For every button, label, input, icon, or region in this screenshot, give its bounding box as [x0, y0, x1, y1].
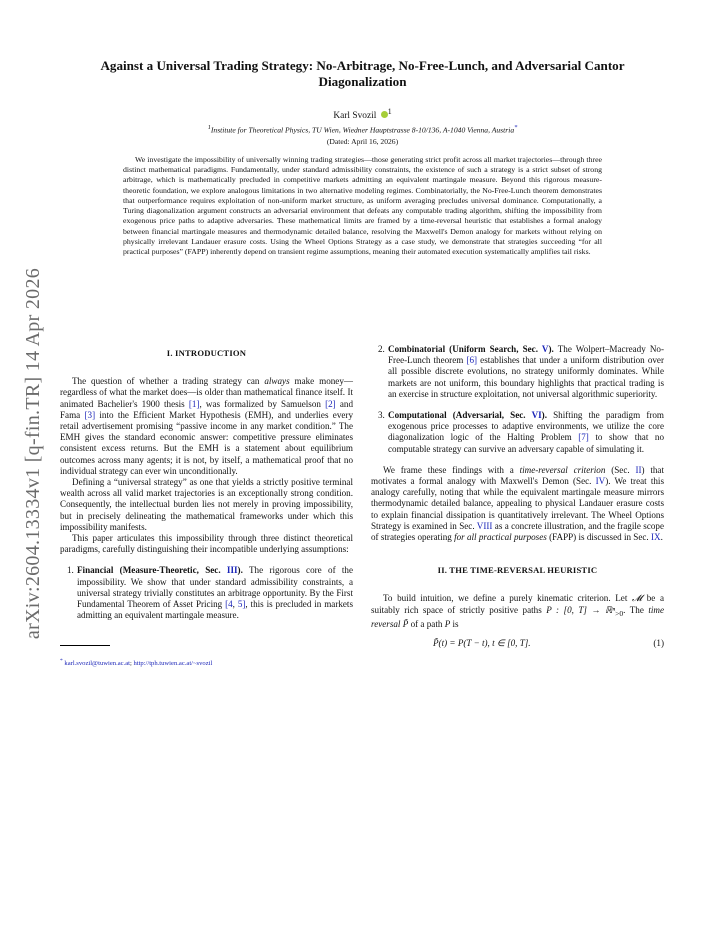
email-link[interactable]: karl.svozil@tuwien.ac.at	[64, 660, 130, 668]
paper-page	[60, 58, 665, 668]
citation-link[interactable]: [1]	[188, 398, 200, 409]
list-item: 1. Financial (Measure-Theoretic, Sec. III). The rigorous core of the impossibility. We show that under standard admissibility constraints, a universal strategy trivially constitutes an arbitrage opportunity. By the First Fundamental Theorem of Asset Pricing [4, 5], this is precluded in markets admitting an equivalent martingale measure.	[67, 565, 354, 621]
intro-paragraph-4: We frame these findings with a time-reversal criterion (Sec. II) that motivates a formal analogy with Maxwell's Demon (Sec. IV). We treat this analogy carefully, noting that while the equivalent martingale measure mirrors thermodynamic detailed balance, appealing to physical Landauer erasure costs to explain financial dissipation is quantitatively irrelevant. The Wheel Options Strategy is examined in Sec. VIII as a concrete illustration, and the fragile scope of strategies operating for all practical purposes (FAPP) is discussed in Sec. IX.	[371, 464, 664, 543]
author-marker: 1	[387, 107, 392, 116]
abstract: We investigate the impossibility of universally winning trading strategies—those generating strict profit across all market trajectories—through three distinct mathematical paradigms. Fundamentally, under standard admissibility constraints, the existence of such a strategy is a strict subset of strong arbitrage, which is mathematically precluded in competitive markets admitting an equivalent martingale measure. Beyond this rigorous measure-theoretic foundation, we explore analogous limitations in two alternative modeling regimes. Combinatorially, the No-Free-Lunch theorem demonstrates that outperformance requires exploitation of non-uniform market structure, as uniform averaging precludes universal dominance. Computationally, a Turing diagonalization argument constructs an adversarial environment that defeats any computable trading algorithm, shifting the impossibility from exogenous price paths to adaptive adversaries. These mathematical limits are framed by a time-reversal heuristic that establishes a formal analogy between financial martingale measures and thermodynamic detailed balance, resolving the Maxwell's Demon analogy for markets without relying on physically irrelevant Landauer erasure costs. Using the Wheel Options Strategy as a case study, we demonstrate that strategies succeeding “for all practical purposes” (FAPP) inherently depend on transient regime assumptions, meaning their automated execution systematically amplifies tail risks.	[123, 154, 602, 257]
equation-1	[371, 638, 664, 649]
dated-line: (Dated: April 16, 2026)	[326, 136, 399, 146]
section-link[interactable]: VI	[531, 410, 542, 421]
section-link[interactable]: II	[635, 464, 642, 475]
arxiv-stamp-text: arXiv:2604.13334v1 [q-fin.TR] 14 Apr 2026	[22, 267, 45, 639]
paradigm-list	[60, 565, 353, 621]
equation-number: (1)	[653, 637, 664, 648]
right-column	[371, 344, 664, 649]
intro-paragraph-3: This paper articulates this impossibility through three distinct theoretical paradigms, carefully distinguishing their incompatible underlying assumptions:	[60, 533, 353, 555]
author-name: Karl Svozil	[333, 111, 377, 122]
orcid-icon[interactable]	[381, 111, 388, 118]
section-link[interactable]: IV	[595, 476, 606, 487]
author-line	[60, 107, 665, 121]
section-link[interactable]: III	[226, 565, 238, 576]
intro-paragraph-1: The question of whether a trading strategy can always make money—regardless of what the market does—is older than mathematical finance itself. It animated Bachelier's 1900 thesis [1], was formalized by Samuelson [2] and Fama [3] into the Efficient Market Hypothesis (EMH), and underlies every retail advertisement promising “passive income in any market condition.” The EMH gives the standard economic answer: competitive pressure eliminates consistent excess returns. But the EMH is a statement about equilibrium outcomes across many agents; it is not, by itself, a mathematical proof that no individual strategy can ever win unconditionally.	[60, 376, 354, 476]
intro-paragraph-2: Defining a “universal strategy” as one that yields a strictly positive terminal wealth across all valid market trajectories is an exceptionally strong condition. Consequently, the intellectual burden lies not merely in proving impossibility, but in precisely delineating the mathematical frameworks under which this impossibility manifests.	[60, 477, 353, 532]
affiliation-text: Institute for Theoretical Physics, TU Wien, Wiedner Hauptstrasse 8-10/136, A-1040 Vienna, Austria	[210, 125, 515, 135]
footnote-rule	[60, 645, 110, 646]
paradigm-list-continued	[371, 344, 664, 455]
citation-link[interactable]: [2]	[325, 398, 336, 409]
citation-link[interactable]: 5]	[237, 599, 246, 610]
list-item: 2. Combinatorial (Uniform Search, Sec. V). The Wolpert–Macready No-Free-Lunch theorem [6] establishes that under a uniform distribution over all possible discrete evolutions, no strategy uniformly dominates. While markets are not uniform, this boundary highlights that practical trading is an exercise in structure exploitation, not universal algorithmic superiority.	[378, 344, 664, 399]
citation-link[interactable]: [4	[225, 599, 233, 610]
section-heading-introduction: I. INTRODUCTION	[166, 348, 247, 358]
arxiv-stamp	[14, 248, 54, 658]
section-link[interactable]: IX	[650, 532, 661, 543]
section-link[interactable]: V	[541, 344, 549, 354]
left-column	[60, 348, 353, 670]
citation-link[interactable]: [3]	[84, 409, 96, 420]
citation-link[interactable]: [6]	[466, 355, 478, 366]
equation-body: P̃(t) = P(T − t), t ∈ [0, T].	[433, 637, 531, 648]
section-heading-time-reversal: II. THE TIME-REVERSAL HEURISTIC	[437, 565, 598, 576]
paper-title: Against a Universal Trading Strategy: No-Arbitrage, No-Free-Lunch, and Adversarial Cantor Diagonalization	[100, 58, 625, 89]
list-item: 3. Computational (Adversarial, Sec. VI). Shifting the paradigm from exogenous price processes to adaptive environments, we utilize the core diagonalization logic of the Halting Problem [7] to show that no computable strategy can survive an adversary capable of simulating it.	[378, 410, 664, 454]
citation-link[interactable]: [7]	[578, 432, 589, 443]
homepage-link[interactable]: http://tph.tuwien.ac.at/~svozil	[133, 660, 213, 668]
footnote: * karl.svozil@tuwien.ac.at; http://tph.tuwien.ac.at/~svozil	[60, 658, 213, 668]
affiliation-marker: 1	[207, 124, 211, 132]
affiliation	[60, 124, 665, 135]
affiliation-star[interactable]: *	[514, 124, 518, 132]
section-link[interactable]: VIII	[476, 520, 493, 531]
section2-paragraph-1: To build intuition, we define a purely kinematic criterion. Let 𝓜 be a suitably rich space of strictly positive paths P : [0, T] → ℝⁿ$_{>0}$. The time reversal P̃ of a path P is	[371, 593, 664, 629]
